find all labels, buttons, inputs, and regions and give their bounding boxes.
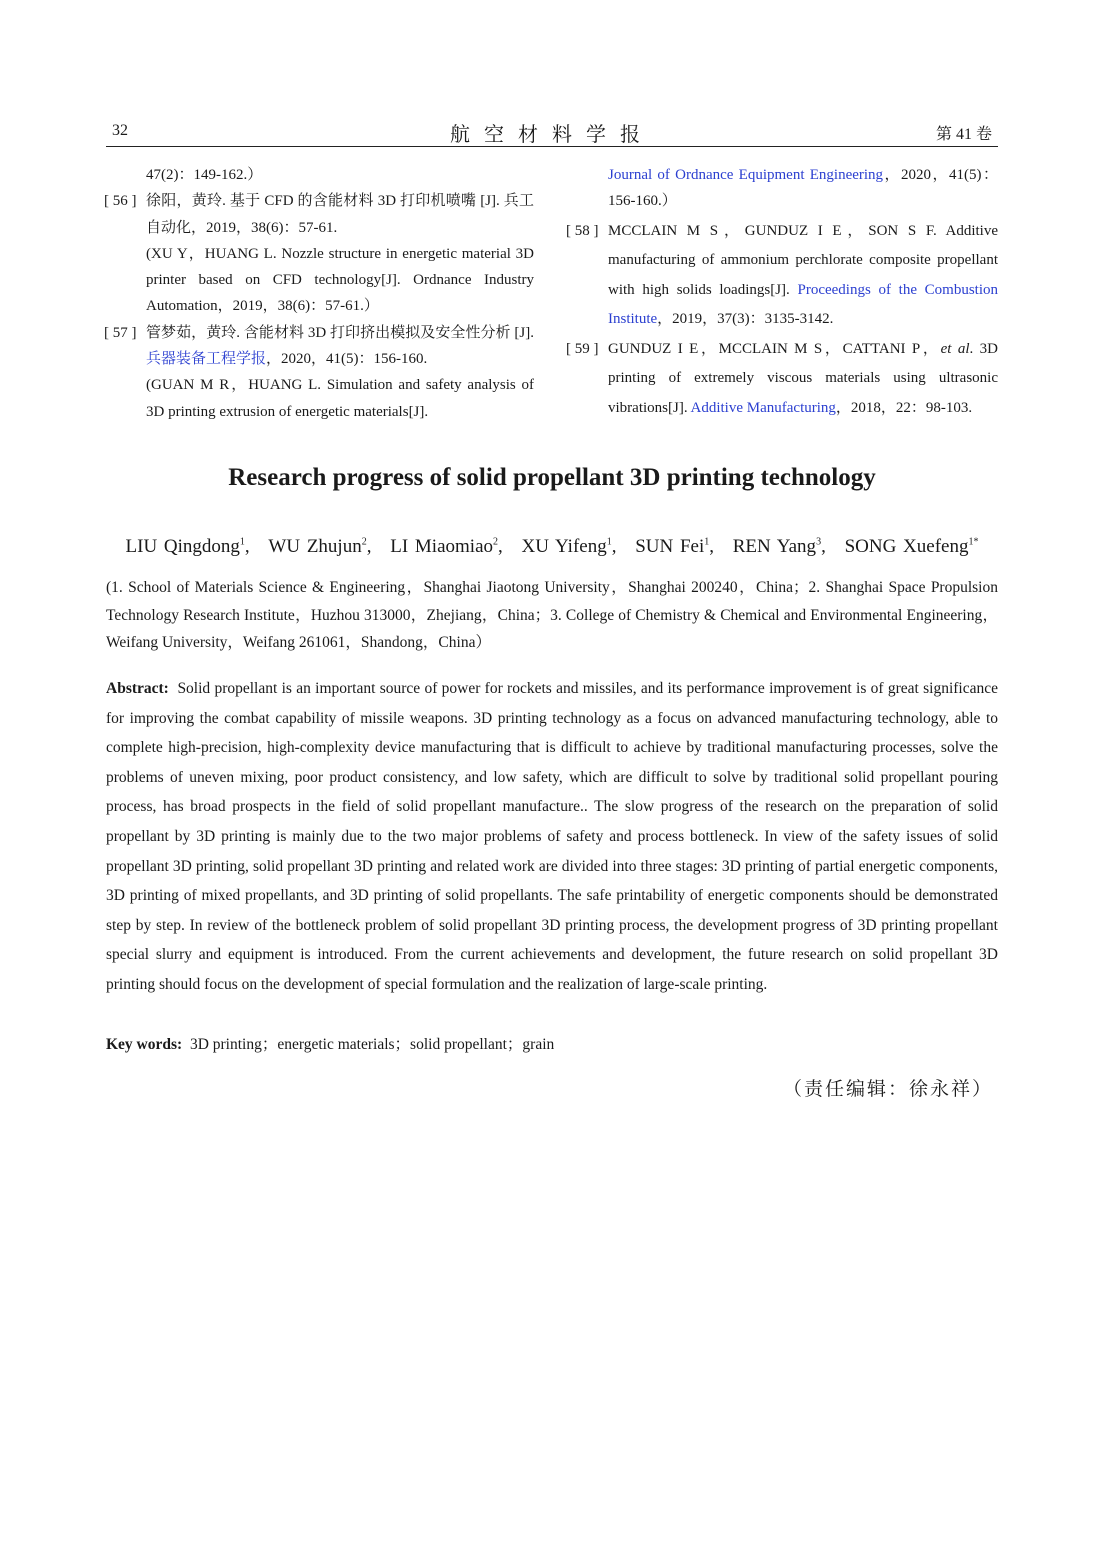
reference-55-tail: 47(2)：149-162.） [146,167,263,183]
author: LIU Qingdong$^1$, [125,536,250,557]
abstract [106,674,998,1000]
author: SONG Xuefeng$^{1*}$ [844,536,979,557]
reference-58: [ 58 ] MCCLAIN M S，GUNDUZ I E，SON S F. Additive manufacturing of ammonium perchlorate composite propellant with high solids loadings[J]. Proceedings of the Combustion Institute，2019，37(3)：3135-3142. [568,217,998,335]
page-number: 32 [112,122,128,139]
author: SUN Fei$^1$, [635,536,714,557]
abstract-text: Solid propellant is an important source of power for rockets and missiles, and its performance improvement is of great significance for improving the combat capability of missile weapons. 3D printing technology as a focus on advanced manufacturing technology, able to complete high-precision, high-complexity device manufacturing that is difficult to achieve by traditional manufacturing processes, solve the problems of uneven mixing, poor product consistency, and low safety, which are difficult to solve by traditional solid propellant pouring process, has broad prospects in the field of solid propellant manufacture.. The slow progress of the research on the preparation of solid propellant by 3D printing is mainly due to the two major problems of safety and process bottleneck. In view of the safety issues of solid propellant 3D printing, solid propellant 3D printing and related work are divided into three stages: 3D printing of partial energetic components, 3D printing of mixed propellants, and 3D printing of solid propellants. The safe printability of energetic components should be demonstrated step by step. In review of the bottleneck problem of solid propellant 3D printing process, the development progress of 3D printing propellant special slurry and equipment is introduced. From the current achievements and development, the future research on solid propellant 3D printing should focus on the development of special formulation and the realization of large-scale printing. [106,680,999,993]
journal-title: 航空材料学报 [450,124,654,146]
reference-zh: 徐阳，黄玲. 基于 CFD 的含能材料 3D 打印机喷嘴 [J]. 兵工自动化，2019，38(6)：57-61. [146,193,534,236]
keywords [106,1032,998,1054]
author-list [106,536,998,558]
reference-57-tail: Journal of Ordnance Equipment Engineering，2020，41(5)：156-160.） [608,167,998,210]
keywords-text: 3D printing；energetic materials；solid propellant；grain [189,1036,555,1053]
journal-link[interactable]: Journal of Ordnance Equipment Engineering [608,167,884,183]
volume-label: 第 41 卷 [935,126,992,143]
reference-en: (XU Y，HUANG L. Nozzle structure in energetic material 3D printer based on CFD technology[J]. Ordnance Industry Automation，2019，38(6)：57-61.） [146,245,534,315]
reference-59: [ 59 ] GUNDUZ I E，MCCLAIN M S，CATTANI P，et al. 3D printing of extremely viscous materials using ultrasonic vibrations[J]. Additive Manufacturing，2018，22：98-103. [568,335,998,424]
reference-en: (GUAN M R，HUANG L. Simulation and safety analysis of 3D printing extrusion of energetic materials[J]. [146,377,534,420]
article-title: Research progress of solid propellant 3D printing technology [228,464,876,491]
journal-link[interactable]: 兵器装备工程学报 [146,351,267,368]
abstract-label: Abstract: [106,680,169,697]
reference-number: [ 56 ] [104,193,137,210]
page-header [106,118,998,147]
references-left-column [106,162,534,425]
reference-number: [ 58 ] [566,222,599,239]
reference-number: [ 57 ] [104,324,137,341]
reference-56 [106,188,534,319]
author: XU Yifeng$^1$, [521,536,617,557]
journal-link[interactable]: Proceedings of the Combustion Institute [608,281,999,328]
responsible-editor: （责任编辑：徐永祥） [782,1079,993,1100]
affiliations: (1. School of Materials Science & Engineering，Shanghai Jiaotong University，Shanghai 200240，China；2. Shanghai Space Propulsion Technology Research Institute，Huzhou 313000，Zhejiang，China；3. College of Chemistry & Chemical and Environmental Engineering，Weifang University，Weifang 261061，Shandong，China） [106,579,998,651]
author: LI Miaomiao$^2$, [390,536,503,557]
reference-57 [106,320,534,425]
references-right-column [568,162,998,423]
reference-zh: 管梦茹，黄玲. 含能材料 3D 打印挤出模拟及安全性分析 [J].兵器装备工程学报，2020，41(5)：156-160. [146,324,534,368]
journal-link[interactable]: Additive Manufacturing [690,399,836,416]
keywords-label: Key words: [106,1036,183,1053]
author: REN Yang$^3$, [732,536,826,557]
reference-number: [ 59 ] [566,340,599,357]
author: WU Zhujun$^2$, [268,536,372,557]
